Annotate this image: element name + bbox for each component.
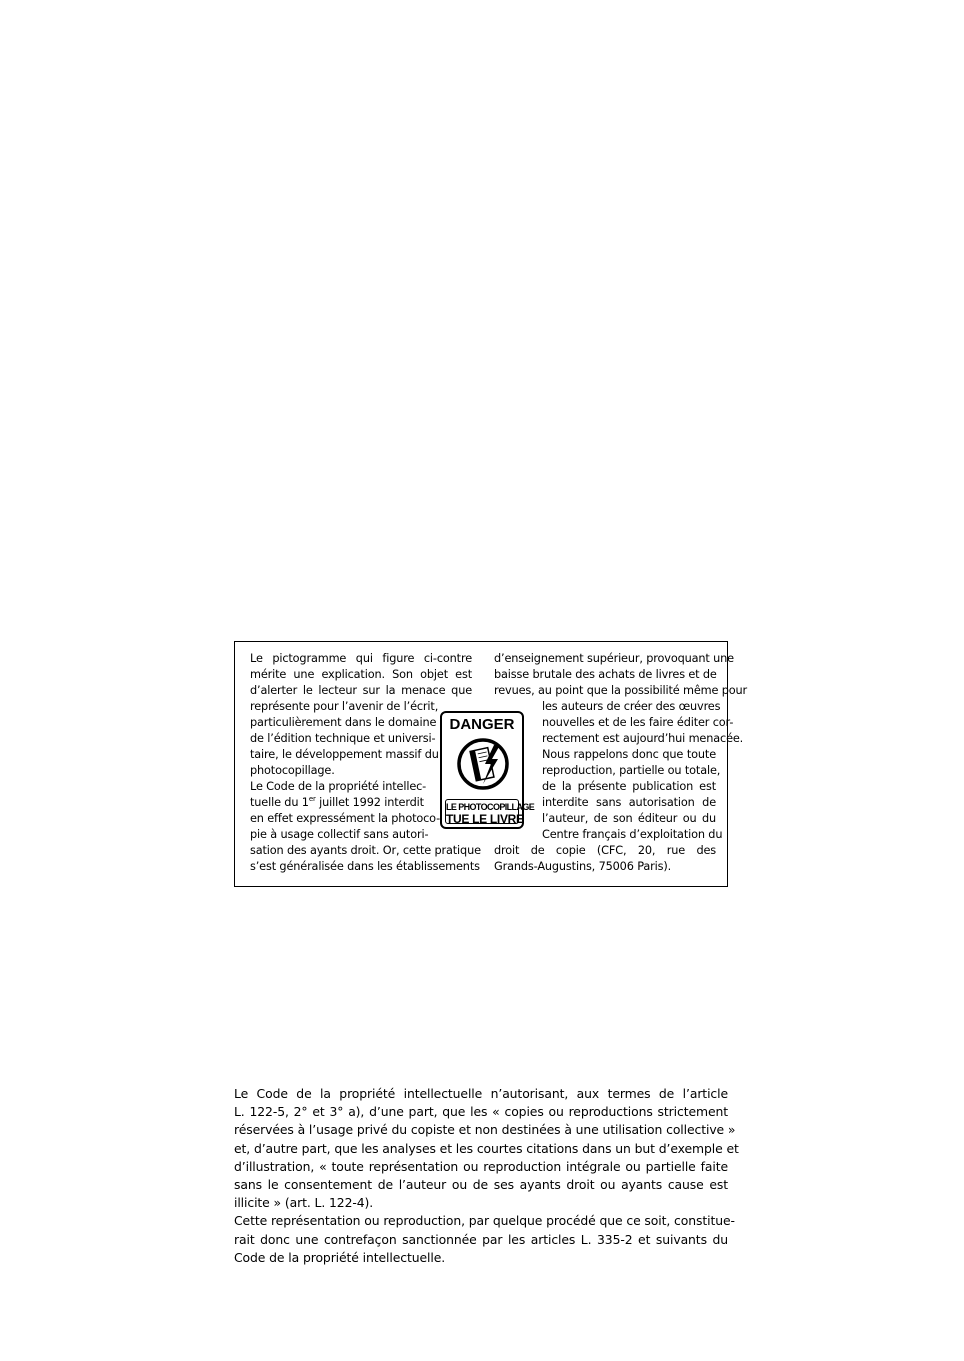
book-lightning-icon bbox=[456, 737, 510, 791]
legal-line: Code de la propriété intellectuelle. bbox=[234, 1249, 446, 1265]
box-text-line: d’enseignement supérieur, provoquant une bbox=[494, 652, 734, 665]
box-text-line: rectement est aujourd’hui menacée. bbox=[542, 732, 744, 745]
box-text-line: Nous rappelons donc que toute bbox=[542, 748, 716, 761]
box-text-line: photocopillage. bbox=[250, 764, 335, 777]
box-text-line: les auteurs de créer des œuvres bbox=[542, 700, 721, 713]
box-text-line: sation des ayants droit. Or, cette pratique bbox=[250, 844, 481, 857]
box-text-line: pie à usage collectif sans autori- bbox=[250, 828, 429, 841]
box-text-line: de l’édition technique et universi- bbox=[250, 732, 436, 745]
danger-caption-line-1: LE PHOTOCOPILLAGE bbox=[446, 802, 535, 812]
legal-line: rait donc une contrefaçon sanctionnée par les articles L. 335-2 et suivants du bbox=[234, 1231, 728, 1247]
box-text-line: interdite sans autorisation de bbox=[542, 796, 716, 809]
legal-line: d’illustration, « toute représentation ou reproduction intégrale ou partielle faite bbox=[234, 1158, 728, 1174]
legal-line: illicite » (art. L. 122-4). bbox=[234, 1195, 374, 1211]
legal-line: et, d’autre part, que les analyses et les courtes citations dans un but d’exemple et bbox=[234, 1140, 739, 1156]
box-text-line: d’alerter le lecteur sur la menace que bbox=[250, 684, 472, 697]
legal-line: Cette représentation ou reproduction, par quelque procédé que ce soit, constitue- bbox=[234, 1213, 735, 1229]
box-text-line: Centre français d’exploitation du bbox=[542, 828, 723, 841]
box-text-line: particulièrement dans le domaine bbox=[250, 716, 437, 729]
box-text-line: mérite une explication. Son objet est bbox=[250, 668, 472, 681]
box-text-line: Grands-Augustins, 75006 Paris). bbox=[494, 860, 672, 873]
legal-line: réservées à l’usage privé du copiste et non destinées à une utilisation collective » bbox=[234, 1122, 736, 1138]
box-text-line: baisse brutale des achats de livres et de bbox=[494, 668, 717, 681]
copyright-warning-box bbox=[234, 641, 747, 887]
danger-caption bbox=[445, 799, 535, 826]
box-text-line: Le pictogramme qui figure ci-contre bbox=[250, 652, 472, 665]
box-text-line: nouvelles et de les faire éditer cor- bbox=[542, 716, 734, 729]
box-text-line: représente pour l’avenir de l’écrit, bbox=[250, 700, 439, 713]
box-text-line: tuelle du 1er juillet 1992 interdit bbox=[250, 795, 424, 809]
box-text-line: droit de copie (CFC, 20, rue des bbox=[494, 844, 716, 857]
box-text-line: en effet expressément la photoco- bbox=[250, 812, 441, 825]
danger-title: DANGER bbox=[449, 716, 515, 733]
box-text-line: de la présente publication est bbox=[542, 780, 716, 793]
box-text-line: Le Code de la propriété intellec- bbox=[250, 780, 427, 793]
legal-notice bbox=[234, 1085, 739, 1267]
box-text-line: revues, au point que la possibilité même pour bbox=[494, 684, 747, 697]
box-text-line: s’est généralisée dans les établissements bbox=[250, 860, 480, 873]
legal-line: L. 122-5, 2° et 3° a), d’une part, que les « copies ou reproductions strictement bbox=[234, 1104, 728, 1120]
danger-pictogram bbox=[440, 711, 535, 829]
box-text-line: reproduction, partielle ou totale, bbox=[542, 764, 721, 777]
danger-caption-line-2: TUE LE LIVRE bbox=[446, 812, 524, 826]
box-text-line: l’auteur, de son éditeur ou du bbox=[542, 812, 716, 825]
legal-line: Le Code de la propriété intellectuelle n’autorisant, aux termes de l’article bbox=[234, 1086, 728, 1101]
box-text-line: taire, le développement massif du bbox=[250, 748, 439, 761]
legal-line: sans le consentement de l’auteur ou de ses ayants droit ou ayants cause est bbox=[234, 1177, 728, 1193]
